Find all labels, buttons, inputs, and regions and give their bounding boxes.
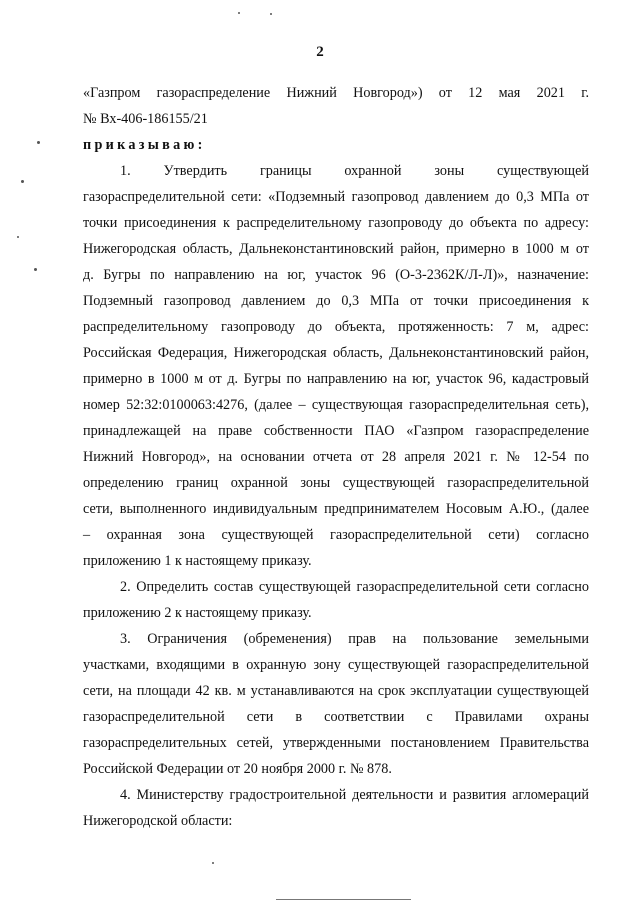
text-line: д. Бугры по направлению на юг, участок 96 (О-3-2362К/Л-Л)», назначение:: [83, 267, 589, 283]
text-line: № Вх-406-186155/21: [83, 111, 208, 127]
paragraph-2-start: 2. Определить состав существующей газораспределительной сети согласно: [120, 579, 589, 595]
text-line: участками, входящими в охранную зону существующей газораспределительной: [83, 657, 589, 673]
scan-speck: [270, 13, 272, 15]
page-number: 2: [316, 44, 324, 60]
text-line: сети, выполненного индивидуальным предпринимателем Носовым А.Ю., (далее: [83, 501, 589, 517]
text-line: сети, на площади 42 кв. м устанавливаются на срок эксплуатации существующей: [83, 683, 589, 699]
scan-speck: [34, 268, 37, 271]
text-line: газораспределительной сети в соответствии с Правилами охраны: [83, 709, 589, 725]
text-line: Подземный газопровод давлением до 0,3 МПа от точки присоединения к: [83, 293, 589, 309]
document-body: [83, 80, 589, 834]
text-line: газораспределительной сети: «Подземный газопровод давлением до 0,3 МПа от: [83, 189, 589, 205]
text-line: газораспределительных сетей, утвержденными постановлением Правительства: [83, 735, 589, 751]
scan-speck: [238, 12, 240, 14]
text-line: Нижегородская область, Дальнеконстантиновский район, примерно в 1000 м от: [83, 241, 589, 257]
text-line: точки присоединения к распределительному газопроводу до объекта по адресу:: [83, 215, 589, 231]
text-line: приложению 1 к настоящему приказу.: [83, 553, 312, 569]
text-line: Российской Федерации от 20 ноября 2000 г. № 878.: [83, 761, 392, 777]
text-line: Нижегородской области:: [83, 813, 233, 829]
text-line: номер 52:32:0100063:4276, (далее – существующая газораспределительная сеть),: [83, 397, 589, 413]
text-line: Российская Федерация, Нижегородская область, Дальнеконстантиновский район,: [83, 345, 589, 361]
scan-speck: [21, 180, 24, 183]
text-line: приложению 2 к настоящему приказу.: [83, 605, 312, 621]
scan-edge-line: [276, 899, 411, 900]
text-line: – охранная зона существующей газораспределительной сети) согласно: [83, 527, 589, 543]
scan-speck: [37, 141, 40, 144]
paragraph-3-start: 3. Ограничения (обременения) прав на пользование земельными: [120, 631, 589, 647]
text-line: принадлежащей на праве собственности ПАО «Газпром газораспределение: [83, 423, 589, 439]
paragraph-4-start: 4. Министерству градостроительной деятельности и развития агломераций: [120, 787, 589, 803]
text-line: распределительному газопроводу до объекта, протяженность: 7 м, адрес:: [83, 319, 589, 335]
text-line: определению границ охранной зоны существующей газораспределительной: [83, 475, 589, 491]
paragraph-1-start: 1. Утвердить границы охранной зоны существующей: [120, 163, 589, 179]
text-line: Нижний Новгород», на основании отчета от 28 апреля 2021 г. № 12-54 по: [83, 449, 589, 465]
scan-speck: [17, 236, 19, 238]
scan-speck: [212, 862, 214, 864]
text-line: «Газпром газораспределение Нижний Новгород») от 12 мая 2021 г.: [83, 85, 589, 101]
text-line: примерно в 1000 м от д. Бугры по направлению на юг, участок 96, кадастровый: [83, 371, 589, 387]
order-heading: приказываю:: [83, 137, 206, 153]
